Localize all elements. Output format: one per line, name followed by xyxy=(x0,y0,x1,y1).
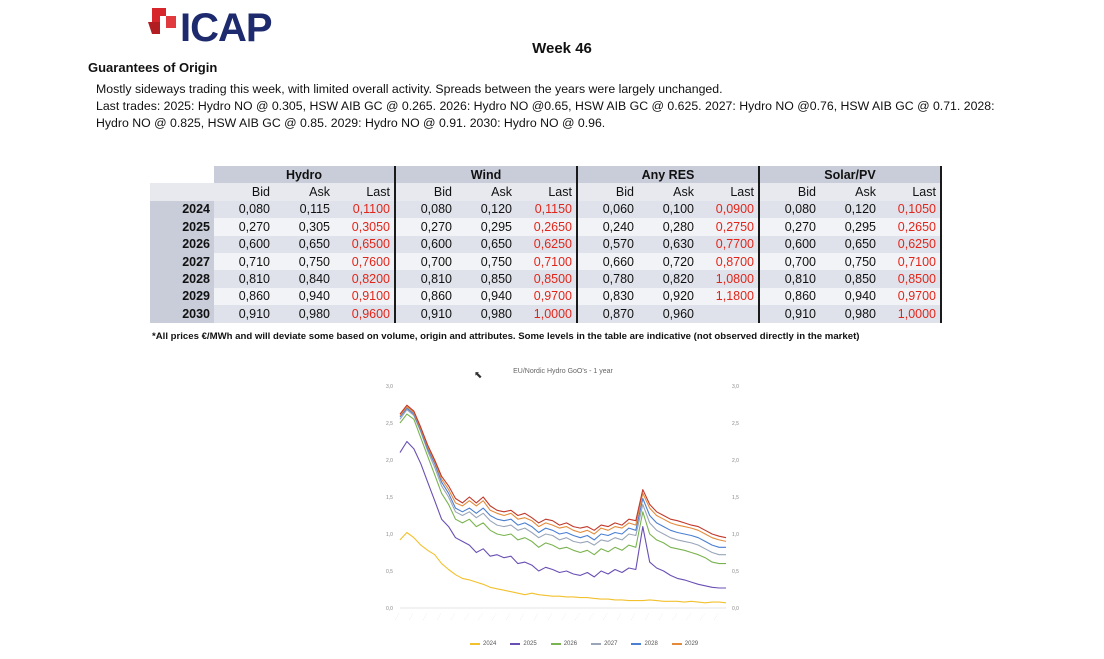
ask-cell: 0,100 xyxy=(638,201,698,218)
year-cell: 2029 xyxy=(150,288,214,305)
bid-cell: 0,600 xyxy=(214,236,274,253)
x-tick-label: · · · · xyxy=(407,612,415,622)
group-header-row xyxy=(150,166,941,183)
last-cell: 0,8700 xyxy=(698,253,759,270)
bid-cell: 0,860 xyxy=(214,288,274,305)
bid-cell: 0,080 xyxy=(759,201,820,218)
y-tick-label-right: 0,0 xyxy=(732,606,739,612)
bid-cell: 0,810 xyxy=(395,270,456,287)
ask-cell: 0,295 xyxy=(456,218,516,235)
commentary-line: Last trades: 2025: Hydro NO @ 0.305, HSW AIB GC @ 0.265. 2026: Hydro NO @0.65, HSW AIB GC @ 0.625. 2027: Hydro NO @0.76, HSW AIB GC @ 0.71. 2028: xyxy=(96,99,995,113)
group-header-any-res: Any RES xyxy=(577,166,759,183)
bid-cell: 0,870 xyxy=(577,305,638,322)
last-cell: 0,6250 xyxy=(880,236,941,253)
ask-cell: 0,120 xyxy=(820,201,880,218)
x-tick-label: · · · · xyxy=(532,612,540,622)
table-row xyxy=(150,201,941,218)
x-tick-label: · · · · xyxy=(448,612,457,622)
x-tick-label: · · · · xyxy=(643,612,651,622)
y-tick-label: 0,5 xyxy=(386,569,393,575)
last-cell: 0,6250 xyxy=(516,236,577,253)
bid-cell: 0,710 xyxy=(214,253,274,270)
col-last: Last xyxy=(516,183,577,200)
bid-cell: 0,600 xyxy=(759,236,820,253)
y-tick-label-right: 1,5 xyxy=(732,495,739,501)
bid-cell: 0,060 xyxy=(577,201,638,218)
col-ask: Ask xyxy=(638,183,698,200)
bid-cell: 0,700 xyxy=(395,253,456,270)
last-cell: 0,0900 xyxy=(698,201,759,218)
week-title: Week 46 xyxy=(532,40,592,57)
bid-cell: 0,910 xyxy=(759,305,820,322)
table-row xyxy=(150,218,941,235)
bid-cell: 0,270 xyxy=(214,218,274,235)
table-row xyxy=(150,270,941,287)
market-commentary xyxy=(96,81,1016,132)
x-tick-label: · · · · xyxy=(587,612,596,622)
ask-cell: 0,115 xyxy=(274,201,334,218)
year-cell: 2025 xyxy=(150,218,214,235)
price-table xyxy=(150,166,942,323)
legend-label: 2029 xyxy=(684,641,699,647)
y-tick-label-right: 2,5 xyxy=(732,421,739,427)
legend-item xyxy=(591,641,617,647)
ask-cell: 0,840 xyxy=(274,270,334,287)
legend-swatch xyxy=(631,643,641,645)
ask-cell: 0,650 xyxy=(820,236,880,253)
x-tick-label: · · · · xyxy=(670,612,679,622)
ask-cell: 0,650 xyxy=(456,236,516,253)
mouse-cursor-icon: ⬉ xyxy=(474,370,483,381)
y-tick-label: 1,0 xyxy=(386,532,393,538)
col-bid: Bid xyxy=(214,183,274,200)
x-tick-label: · · · · xyxy=(546,612,554,622)
year-cell: 2028 xyxy=(150,270,214,287)
last-cell: 0,7700 xyxy=(698,236,759,253)
ask-cell: 0,750 xyxy=(820,253,880,270)
table-row xyxy=(150,236,941,253)
bid-cell: 0,660 xyxy=(577,253,638,270)
bid-cell: 0,810 xyxy=(759,270,820,287)
ask-cell: 0,960 xyxy=(638,305,698,322)
section-title: Guarantees of Origin xyxy=(88,60,218,75)
ask-cell: 0,980 xyxy=(274,305,334,322)
ask-cell: 0,940 xyxy=(820,288,880,305)
legend-item xyxy=(470,641,496,647)
ask-cell: 0,630 xyxy=(638,236,698,253)
legend-label: 2025 xyxy=(523,641,537,647)
last-cell: 0,7100 xyxy=(880,253,941,270)
col-ask: Ask xyxy=(274,183,334,200)
last-cell: 1,0800 xyxy=(698,270,759,287)
chart-svg xyxy=(378,364,748,654)
bid-cell: 0,240 xyxy=(577,218,638,235)
x-tick-label: · · · · xyxy=(421,612,429,622)
year-cell: 2024 xyxy=(150,201,214,218)
col-bid: Bid xyxy=(395,183,456,200)
last-cell xyxy=(698,305,759,322)
bid-cell: 0,860 xyxy=(395,288,456,305)
last-cell: 0,6500 xyxy=(334,236,395,253)
last-cell: 0,3050 xyxy=(334,218,395,235)
last-cell: 1,0000 xyxy=(880,305,941,322)
logo-text: ICAP xyxy=(180,6,272,50)
legend-item xyxy=(672,641,698,647)
legend-label: 2024 xyxy=(483,641,497,647)
bid-cell: 0,780 xyxy=(577,270,638,287)
last-cell: 0,1050 xyxy=(880,201,941,218)
ask-cell: 0,940 xyxy=(274,288,334,305)
y-tick-label-right: 1,0 xyxy=(732,532,739,538)
table-row xyxy=(150,305,941,322)
bid-cell: 0,080 xyxy=(395,201,456,218)
legend-label: 2027 xyxy=(604,641,618,647)
year-cell: 2027 xyxy=(150,253,214,270)
ask-cell: 0,720 xyxy=(638,253,698,270)
series-line-2025 xyxy=(400,442,726,589)
year-cell: 2026 xyxy=(150,236,214,253)
col-ask: Ask xyxy=(456,183,516,200)
last-cell: 1,0000 xyxy=(516,305,577,322)
last-cell: 0,8200 xyxy=(334,270,395,287)
bid-cell: 0,600 xyxy=(395,236,456,253)
group-header-wind: Wind xyxy=(395,166,577,183)
chart-legend xyxy=(470,641,698,647)
ask-cell: 0,920 xyxy=(638,288,698,305)
x-tick-label: · · · · xyxy=(462,612,471,622)
sub-header-row xyxy=(150,183,941,200)
last-cell: 0,8500 xyxy=(516,270,577,287)
ask-cell: 0,280 xyxy=(638,218,698,235)
legend-swatch xyxy=(470,643,480,645)
series-line-2024 xyxy=(400,533,726,603)
ask-cell: 0,850 xyxy=(456,270,516,287)
y-tick-label-right: 0,5 xyxy=(732,569,739,575)
col-last: Last xyxy=(334,183,395,200)
x-tick-label: · · · · xyxy=(476,612,485,622)
col-bid: Bid xyxy=(577,183,638,200)
last-cell: 0,2750 xyxy=(698,218,759,235)
last-cell: 0,7100 xyxy=(516,253,577,270)
y-tick-label: 2,0 xyxy=(386,458,393,464)
group-header-solar: Solar/PV xyxy=(759,166,941,183)
legend-item xyxy=(551,641,577,647)
col-bid: Bid xyxy=(759,183,820,200)
x-tick-label: · · · · xyxy=(504,612,512,622)
y-tick-label: 1,5 xyxy=(386,495,393,501)
last-cell: 0,9700 xyxy=(516,288,577,305)
bid-cell: 0,860 xyxy=(759,288,820,305)
bid-cell: 0,810 xyxy=(214,270,274,287)
ask-cell: 0,295 xyxy=(820,218,880,235)
year-cell: 2030 xyxy=(150,305,214,322)
table-row xyxy=(150,288,941,305)
legend-item xyxy=(631,641,657,647)
last-cell: 0,2650 xyxy=(516,218,577,235)
col-ask: Ask xyxy=(820,183,880,200)
bid-cell: 0,700 xyxy=(759,253,820,270)
bid-cell: 0,910 xyxy=(395,305,456,322)
ask-cell: 0,750 xyxy=(274,253,334,270)
last-cell: 0,1150 xyxy=(516,201,577,218)
hydro-goo-chart xyxy=(378,364,748,654)
ask-cell: 0,305 xyxy=(274,218,334,235)
bid-cell: 0,910 xyxy=(214,305,274,322)
bid-cell: 0,570 xyxy=(577,236,638,253)
last-cell: 0,9100 xyxy=(334,288,395,305)
legend-label: 2028 xyxy=(644,641,658,647)
ask-cell: 0,650 xyxy=(274,236,334,253)
x-tick-label: · · · · xyxy=(615,612,623,622)
x-tick-label: · · · · xyxy=(698,612,707,622)
x-tick-label: · · · · xyxy=(712,612,720,622)
legend-label: 2026 xyxy=(563,641,578,647)
series-line-2030 xyxy=(400,405,726,538)
ask-cell: 0,820 xyxy=(638,270,698,287)
ask-cell: 0,940 xyxy=(456,288,516,305)
icap-logo-mark-icon xyxy=(148,8,180,42)
legend-swatch xyxy=(551,643,561,645)
y-tick-label-right: 3,0 xyxy=(732,384,739,390)
y-tick-label-right: 2,0 xyxy=(732,458,739,464)
x-tick-label: · · · · xyxy=(559,612,568,622)
last-cell: 0,8500 xyxy=(880,270,941,287)
commentary-line: Hydro NO @ 0.825, HSW AIB GC @ 0.85. 2029: Hydro NO @ 0.91. 2030: Hydro NO @ 0.96. xyxy=(96,116,606,130)
legend-swatch xyxy=(510,643,520,645)
x-tick-label: · · · · xyxy=(601,612,609,622)
group-header-hydro: Hydro xyxy=(214,166,395,183)
table-row xyxy=(150,253,941,270)
y-tick-label: 0,0 xyxy=(386,606,393,612)
last-cell: 0,9600 xyxy=(334,305,395,322)
y-tick-label: 2,5 xyxy=(386,421,393,427)
bid-cell: 0,270 xyxy=(759,218,820,235)
price-footnote: *All prices €/MWh and will deviate some based on volume, origin and attributes. Some levels in the table are indicative (not observed directly in the market) xyxy=(152,331,860,342)
x-tick-label: · · · · xyxy=(518,612,526,622)
x-tick-label: · · · · xyxy=(573,612,582,622)
x-tick-label: · · · · xyxy=(657,612,665,622)
x-tick-label: · · · · xyxy=(684,612,693,622)
ask-cell: 0,850 xyxy=(820,270,880,287)
ask-cell: 0,980 xyxy=(456,305,516,322)
bid-cell: 0,270 xyxy=(395,218,456,235)
y-tick-label: 3,0 xyxy=(386,384,393,390)
legend-swatch xyxy=(672,643,682,645)
x-tick-label: · · · · xyxy=(435,612,443,622)
last-cell: 0,7600 xyxy=(334,253,395,270)
col-last: Last xyxy=(880,183,941,200)
last-cell: 0,9700 xyxy=(880,288,941,305)
col-last: Last xyxy=(698,183,759,200)
chart-title: EU/Nordic Hydro GoO's - 1 year xyxy=(513,368,613,375)
last-cell: 0,1100 xyxy=(334,201,395,218)
ask-cell: 0,120 xyxy=(456,201,516,218)
series-line-2026 xyxy=(400,414,726,563)
bid-cell: 0,830 xyxy=(577,288,638,305)
x-tick-label: · · · · xyxy=(393,612,401,622)
x-tick-label: · · · · xyxy=(629,612,637,622)
last-cell: 0,2650 xyxy=(880,218,941,235)
legend-item xyxy=(510,641,536,647)
last-cell: 1,1800 xyxy=(698,288,759,305)
ask-cell: 0,980 xyxy=(820,305,880,322)
x-tick-label: · · · · xyxy=(490,612,498,622)
commentary-line: Mostly sideways trading this week, with limited overall activity. Spreads between the years were largely unchanged. xyxy=(96,82,723,96)
bid-cell: 0,080 xyxy=(214,201,274,218)
ask-cell: 0,750 xyxy=(456,253,516,270)
legend-swatch xyxy=(591,643,601,645)
